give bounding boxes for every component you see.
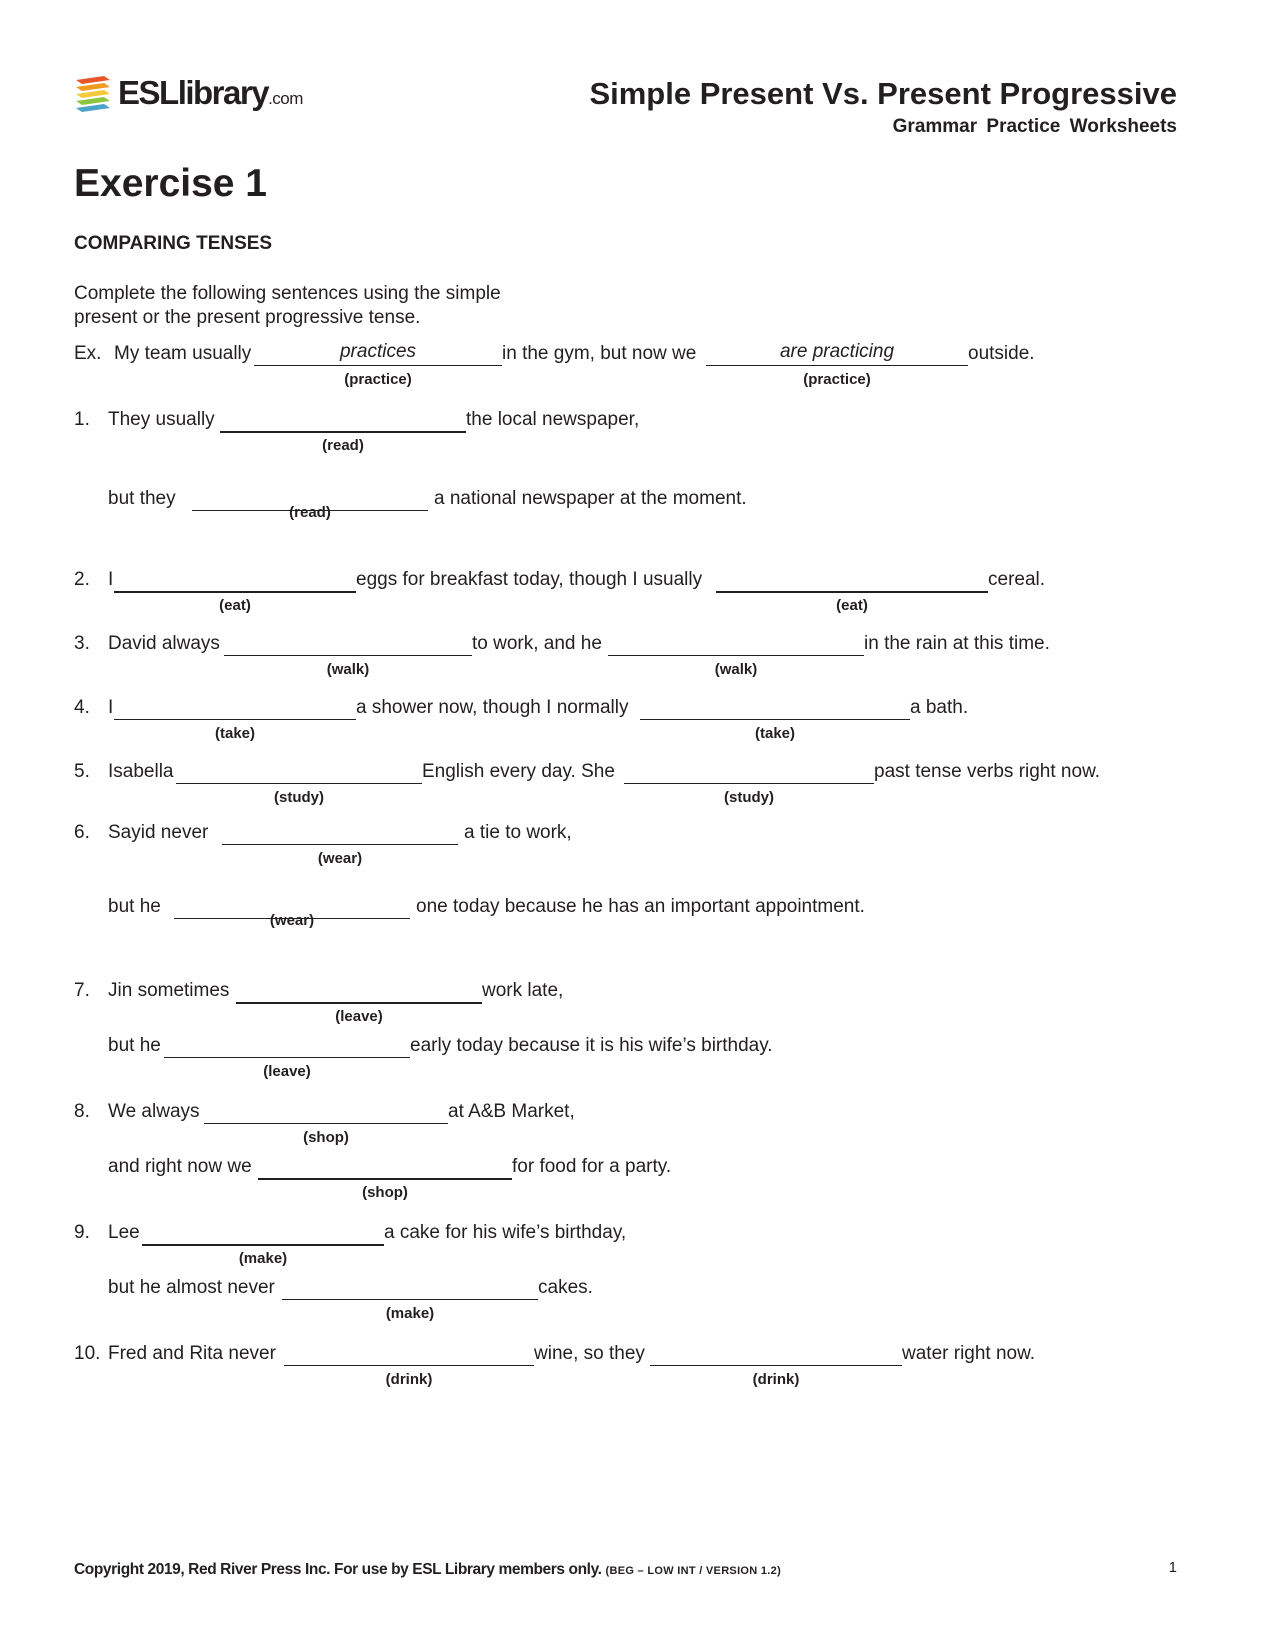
- item-text: wine, so they: [534, 1343, 645, 1364]
- answer-blank[interactable]: [224, 655, 472, 656]
- item-number: 10.: [74, 1343, 101, 1364]
- example-hint-1: (practice): [344, 371, 412, 388]
- example-blank-1[interactable]: [254, 365, 502, 366]
- answer-blank[interactable]: [114, 591, 356, 593]
- verb-hint: (wear): [269, 912, 315, 929]
- answer-blank[interactable]: [284, 1365, 534, 1366]
- item-text: but he: [108, 896, 161, 917]
- verb-hint: (walk): [326, 661, 370, 678]
- answer-blank[interactable]: [716, 591, 988, 593]
- item-8-line-1: [74, 1101, 1074, 1146]
- instructions: [74, 282, 554, 330]
- answer-blank[interactable]: [222, 844, 458, 845]
- item-text: cereal.: [988, 569, 1046, 590]
- item-text: David always: [108, 633, 220, 654]
- answer-blank[interactable]: [258, 1178, 512, 1180]
- item-text: but he almost never: [108, 1277, 275, 1298]
- verb-hint: (leave): [263, 1063, 311, 1080]
- item-number: 3.: [74, 633, 90, 654]
- item-text: and right now we: [108, 1156, 252, 1177]
- item-text: early today because it is his wife’s birthday.: [410, 1035, 773, 1056]
- item-4: [74, 697, 1074, 742]
- verb-hint: (study): [274, 789, 324, 806]
- answer-blank[interactable]: [640, 719, 910, 720]
- item-6-line-1: [74, 822, 1074, 867]
- item-text: English every day. She: [422, 761, 615, 782]
- copyright-footer: [74, 1561, 781, 1579]
- copyright-text: Copyright 2019, Red River Press Inc. For use by ESL Library members only.: [74, 1561, 602, 1578]
- example-label: Ex.: [74, 343, 102, 364]
- page-number: 1: [1168, 1559, 1177, 1576]
- item-2: [74, 569, 1074, 614]
- verb-hint: (wear): [317, 850, 363, 867]
- instructions-line-1: Complete the following sentences using the simple: [74, 283, 501, 304]
- item-text: to work, and he: [472, 633, 602, 654]
- section-heading: COMPARING TENSES: [74, 233, 273, 254]
- item-text: Lee: [108, 1222, 140, 1243]
- verb-hint: (read): [289, 504, 331, 521]
- verb-hint: (shop): [362, 1184, 408, 1201]
- item-text: a shower now, though I normally: [356, 697, 629, 718]
- item-text: in the rain at this time.: [864, 633, 1050, 654]
- item-number: 6.: [74, 822, 90, 843]
- answer-blank[interactable]: [236, 1002, 482, 1004]
- item-text: water right now.: [902, 1343, 1036, 1364]
- item-1-line-1: [74, 409, 1074, 454]
- verb-hint: (study): [724, 789, 774, 806]
- item-number: 1.: [74, 409, 90, 430]
- item-text: past tense verbs right now.: [874, 761, 1101, 782]
- item-9-line-1: [74, 1222, 1074, 1267]
- verb-hint: (leave): [335, 1008, 383, 1025]
- answer-blank[interactable]: [176, 783, 422, 784]
- answer-blank[interactable]: [624, 783, 874, 784]
- verb-hint: (eat): [219, 597, 251, 614]
- item-text: Sayid never: [108, 822, 209, 843]
- verb-hint: (take): [754, 725, 795, 742]
- item-text: a bath.: [910, 697, 969, 718]
- item-text: They usually: [108, 409, 215, 430]
- book-stack-icon: [74, 74, 112, 114]
- example-blank-2[interactable]: [706, 365, 968, 366]
- esl-library-logo: [74, 70, 303, 118]
- document-title: Simple Present Vs. Present Progressive: [589, 76, 1177, 111]
- item-text: Fred and Rita never: [108, 1343, 276, 1364]
- verb-hint: (eat): [836, 597, 868, 614]
- answer-blank[interactable]: [142, 1244, 384, 1246]
- item-text: a national newspaper at the moment.: [434, 488, 747, 509]
- verb-hint: (make): [238, 1250, 288, 1267]
- item-number: 8.: [74, 1101, 90, 1122]
- example-text-1: My team usually: [114, 343, 252, 364]
- example-hint-2: (practice): [803, 371, 871, 388]
- item-text: work late,: [482, 980, 564, 1001]
- answer-blank[interactable]: [608, 655, 864, 656]
- item-text: eggs for breakfast today, though I usually: [356, 569, 703, 590]
- verb-hint: (shop): [303, 1129, 349, 1146]
- example-answer-2: are practicing: [779, 341, 895, 362]
- item-1-line-2: [74, 488, 1074, 521]
- example-text-2: in the gym, but now we: [502, 343, 697, 364]
- answer-blank[interactable]: [282, 1299, 538, 1300]
- item-text: at A&B Market,: [448, 1101, 575, 1122]
- item-text: I: [108, 697, 114, 718]
- item-text: but he: [108, 1035, 161, 1056]
- verb-hint: (take): [214, 725, 255, 742]
- item-text: I: [108, 569, 114, 590]
- item-text: a tie to work,: [464, 822, 572, 843]
- item-text: cakes.: [538, 1277, 593, 1298]
- verb-hint: (make): [385, 1305, 435, 1322]
- item-8-line-2: [74, 1156, 1074, 1201]
- logo-text-esl: ESL: [118, 74, 178, 111]
- item-6-line-2: [74, 896, 1074, 929]
- example-sentence: [74, 341, 1074, 388]
- verb-hint: (walk): [714, 661, 758, 678]
- verb-hint: (read): [322, 437, 364, 454]
- item-text: one today because he has an important appointment.: [416, 896, 865, 917]
- item-number: 7.: [74, 980, 90, 1001]
- item-text: a cake for his wife’s birthday,: [384, 1222, 627, 1243]
- example-text-3: outside.: [968, 343, 1035, 364]
- answer-blank[interactable]: [220, 431, 466, 433]
- verb-hint: (drink): [385, 1371, 433, 1388]
- item-10: [74, 1343, 1074, 1388]
- answer-blank[interactable]: [650, 1365, 902, 1366]
- item-text: We always: [108, 1101, 200, 1122]
- item-7-line-2: [74, 1035, 1074, 1080]
- item-text: the local newspaper,: [466, 409, 640, 430]
- answer-blank[interactable]: [204, 1123, 448, 1124]
- item-text: for food for a party.: [512, 1156, 672, 1177]
- item-3: [74, 633, 1074, 678]
- item-number: 5.: [74, 761, 90, 782]
- instructions-line-2: present or the present progressive tense.: [74, 307, 421, 328]
- item-9-line-2: [74, 1277, 1074, 1322]
- item-number: 2.: [74, 569, 90, 590]
- logo-text-com: .com: [268, 89, 303, 108]
- logo-text-library: library: [177, 74, 269, 111]
- item-text: Jin sometimes: [108, 980, 230, 1001]
- item-number: 4.: [74, 697, 90, 718]
- item-7-line-1: [74, 980, 1074, 1025]
- verb-hint: (drink): [752, 1371, 800, 1388]
- level-version: (BEG – LOW INT / VERSION 1.2): [605, 1565, 782, 1577]
- item-number: 9.: [74, 1222, 90, 1243]
- item-5: [74, 761, 1144, 806]
- answer-blank[interactable]: [164, 1057, 410, 1058]
- example-answer-1: practices: [339, 341, 417, 362]
- exercise-title: Exercise 1: [74, 162, 268, 205]
- item-text: Isabella: [108, 761, 174, 782]
- document-subtitle: Grammar Practice Worksheets: [892, 116, 1177, 137]
- item-text: but they: [108, 488, 176, 509]
- answer-blank[interactable]: [114, 719, 356, 720]
